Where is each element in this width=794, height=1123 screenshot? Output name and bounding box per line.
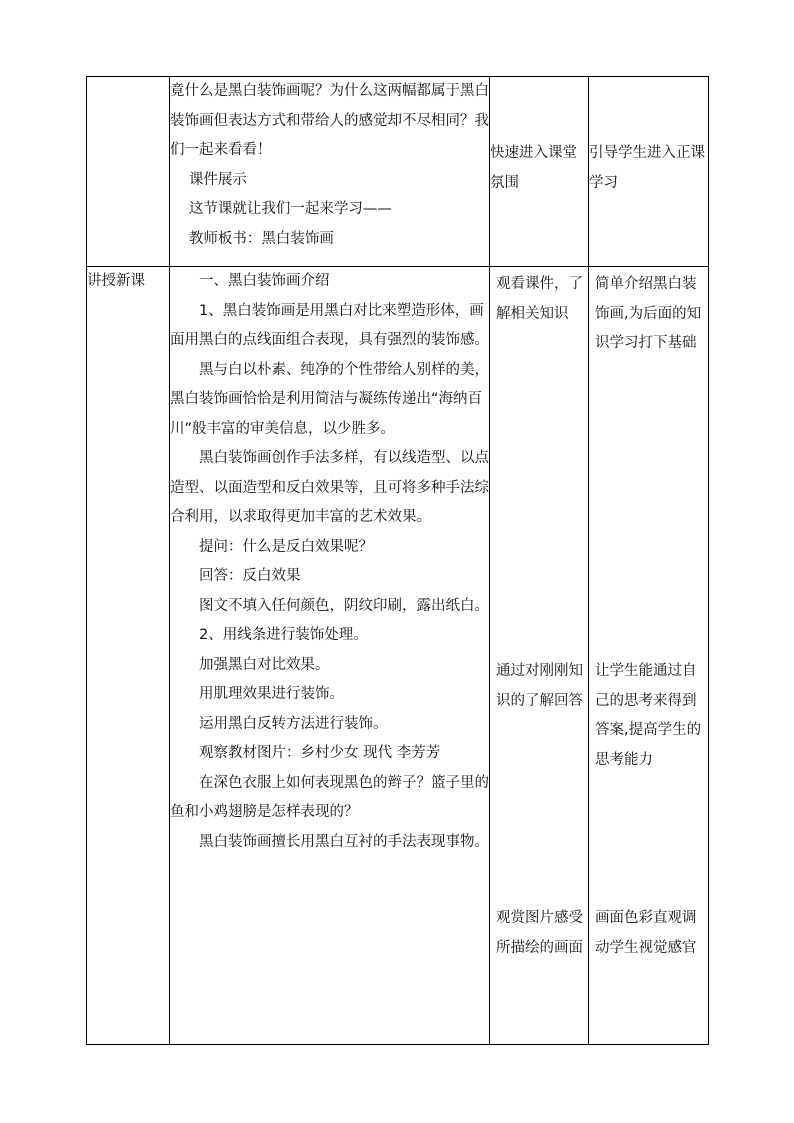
student-activity-cell bbox=[490, 77, 589, 267]
content-paragraph: 1、黑白装饰画是用黑白对比来塑造形体，画面用黑白的点线面组合表现，具有强烈的装饰感。 bbox=[170, 302, 489, 348]
content-paragraph: 教师板书：黑白装饰画 bbox=[188, 230, 334, 247]
design-intent-cell bbox=[589, 267, 709, 1045]
student-activity-text: 观看课件，了解相关知识 bbox=[496, 276, 583, 322]
student-activity-text: 快速进入课堂氛围 bbox=[490, 145, 577, 191]
content-paragraph: 在深色衣服上如何表现黑色的辫子？篮子里的鱼和小鸡翅膀是怎样表现的？ bbox=[170, 774, 489, 820]
design-intent-text: 简单介绍黑白装饰画,为后面的知识学习打下基础 bbox=[595, 276, 702, 351]
design-intent-text: 画面色彩直观调动学生视觉感官 bbox=[595, 910, 697, 956]
design-intent-text: 让学生能通过自己的思考来得到答案,提高学生的思考能力 bbox=[595, 663, 702, 768]
content-paragraph: 一、黑白装饰画介绍 bbox=[199, 273, 330, 289]
stage-cell bbox=[87, 77, 170, 267]
table-row bbox=[87, 267, 709, 1045]
lesson-plan-table bbox=[86, 76, 709, 1045]
design-intent-text: 引导学生进入正课学习 bbox=[589, 145, 705, 191]
student-activity-text: 观赏图片感受所描绘的画面 bbox=[496, 910, 583, 956]
content-paragraph: 图文不填入任何颜色，阴纹印刷，露出纸白。 bbox=[199, 597, 489, 614]
content-paragraph: 提问：什么是反白效果呢？ bbox=[199, 538, 373, 555]
content-paragraph: 黑白装饰画创作手法多样，有以线造型、以点造型、以面造型和反白效果等，且可将多种手法综合利用，以求取得更加丰富的艺术效果。 bbox=[170, 450, 489, 525]
table-row bbox=[87, 77, 709, 267]
content-paragraph: 这节课就让我们一起来学习—— bbox=[188, 201, 392, 217]
content-paragraph: 运用黑白反转方法进行装饰。 bbox=[199, 715, 388, 732]
content-cell bbox=[170, 267, 490, 1045]
content-cell bbox=[170, 77, 490, 267]
content-paragraph: 用肌理效果进行装饰。 bbox=[199, 686, 344, 702]
content-paragraph: 回答：反白效果 bbox=[199, 568, 301, 584]
content-paragraph: 黑白装饰画擅长用黑白互衬的手法表现事物。 bbox=[199, 833, 489, 850]
content-paragraph: 观察教材图片：乡村少女 现代 李芳芳 bbox=[199, 745, 441, 761]
content-paragraph: 2、用线条进行装饰处理。 bbox=[199, 627, 368, 643]
content-paragraph: 黑与白以朴素、纯净的个性带给人别样的美，黑白装饰画恰恰是利用简洁与凝练传递出“海纳百川”般丰富的审美信息，以少胜多。 bbox=[170, 361, 489, 437]
design-intent-cell bbox=[589, 77, 709, 267]
stage-cell bbox=[87, 267, 170, 1045]
stage-label: 讲授新课 bbox=[87, 273, 145, 289]
content-paragraph: 课件展示 bbox=[188, 171, 247, 188]
content-paragraph: 竟什么是黑白装饰画呢？为什么这两幅都属于黑白装饰画但表达方式和带给人的感觉却不尽相同？我们一起来看看！ bbox=[170, 83, 489, 158]
content-paragraph: 加强黑白对比效果。 bbox=[199, 656, 330, 673]
student-activity-cell bbox=[490, 267, 589, 1045]
student-activity-text: 通过对刚刚知识的了解回答 bbox=[496, 663, 583, 709]
